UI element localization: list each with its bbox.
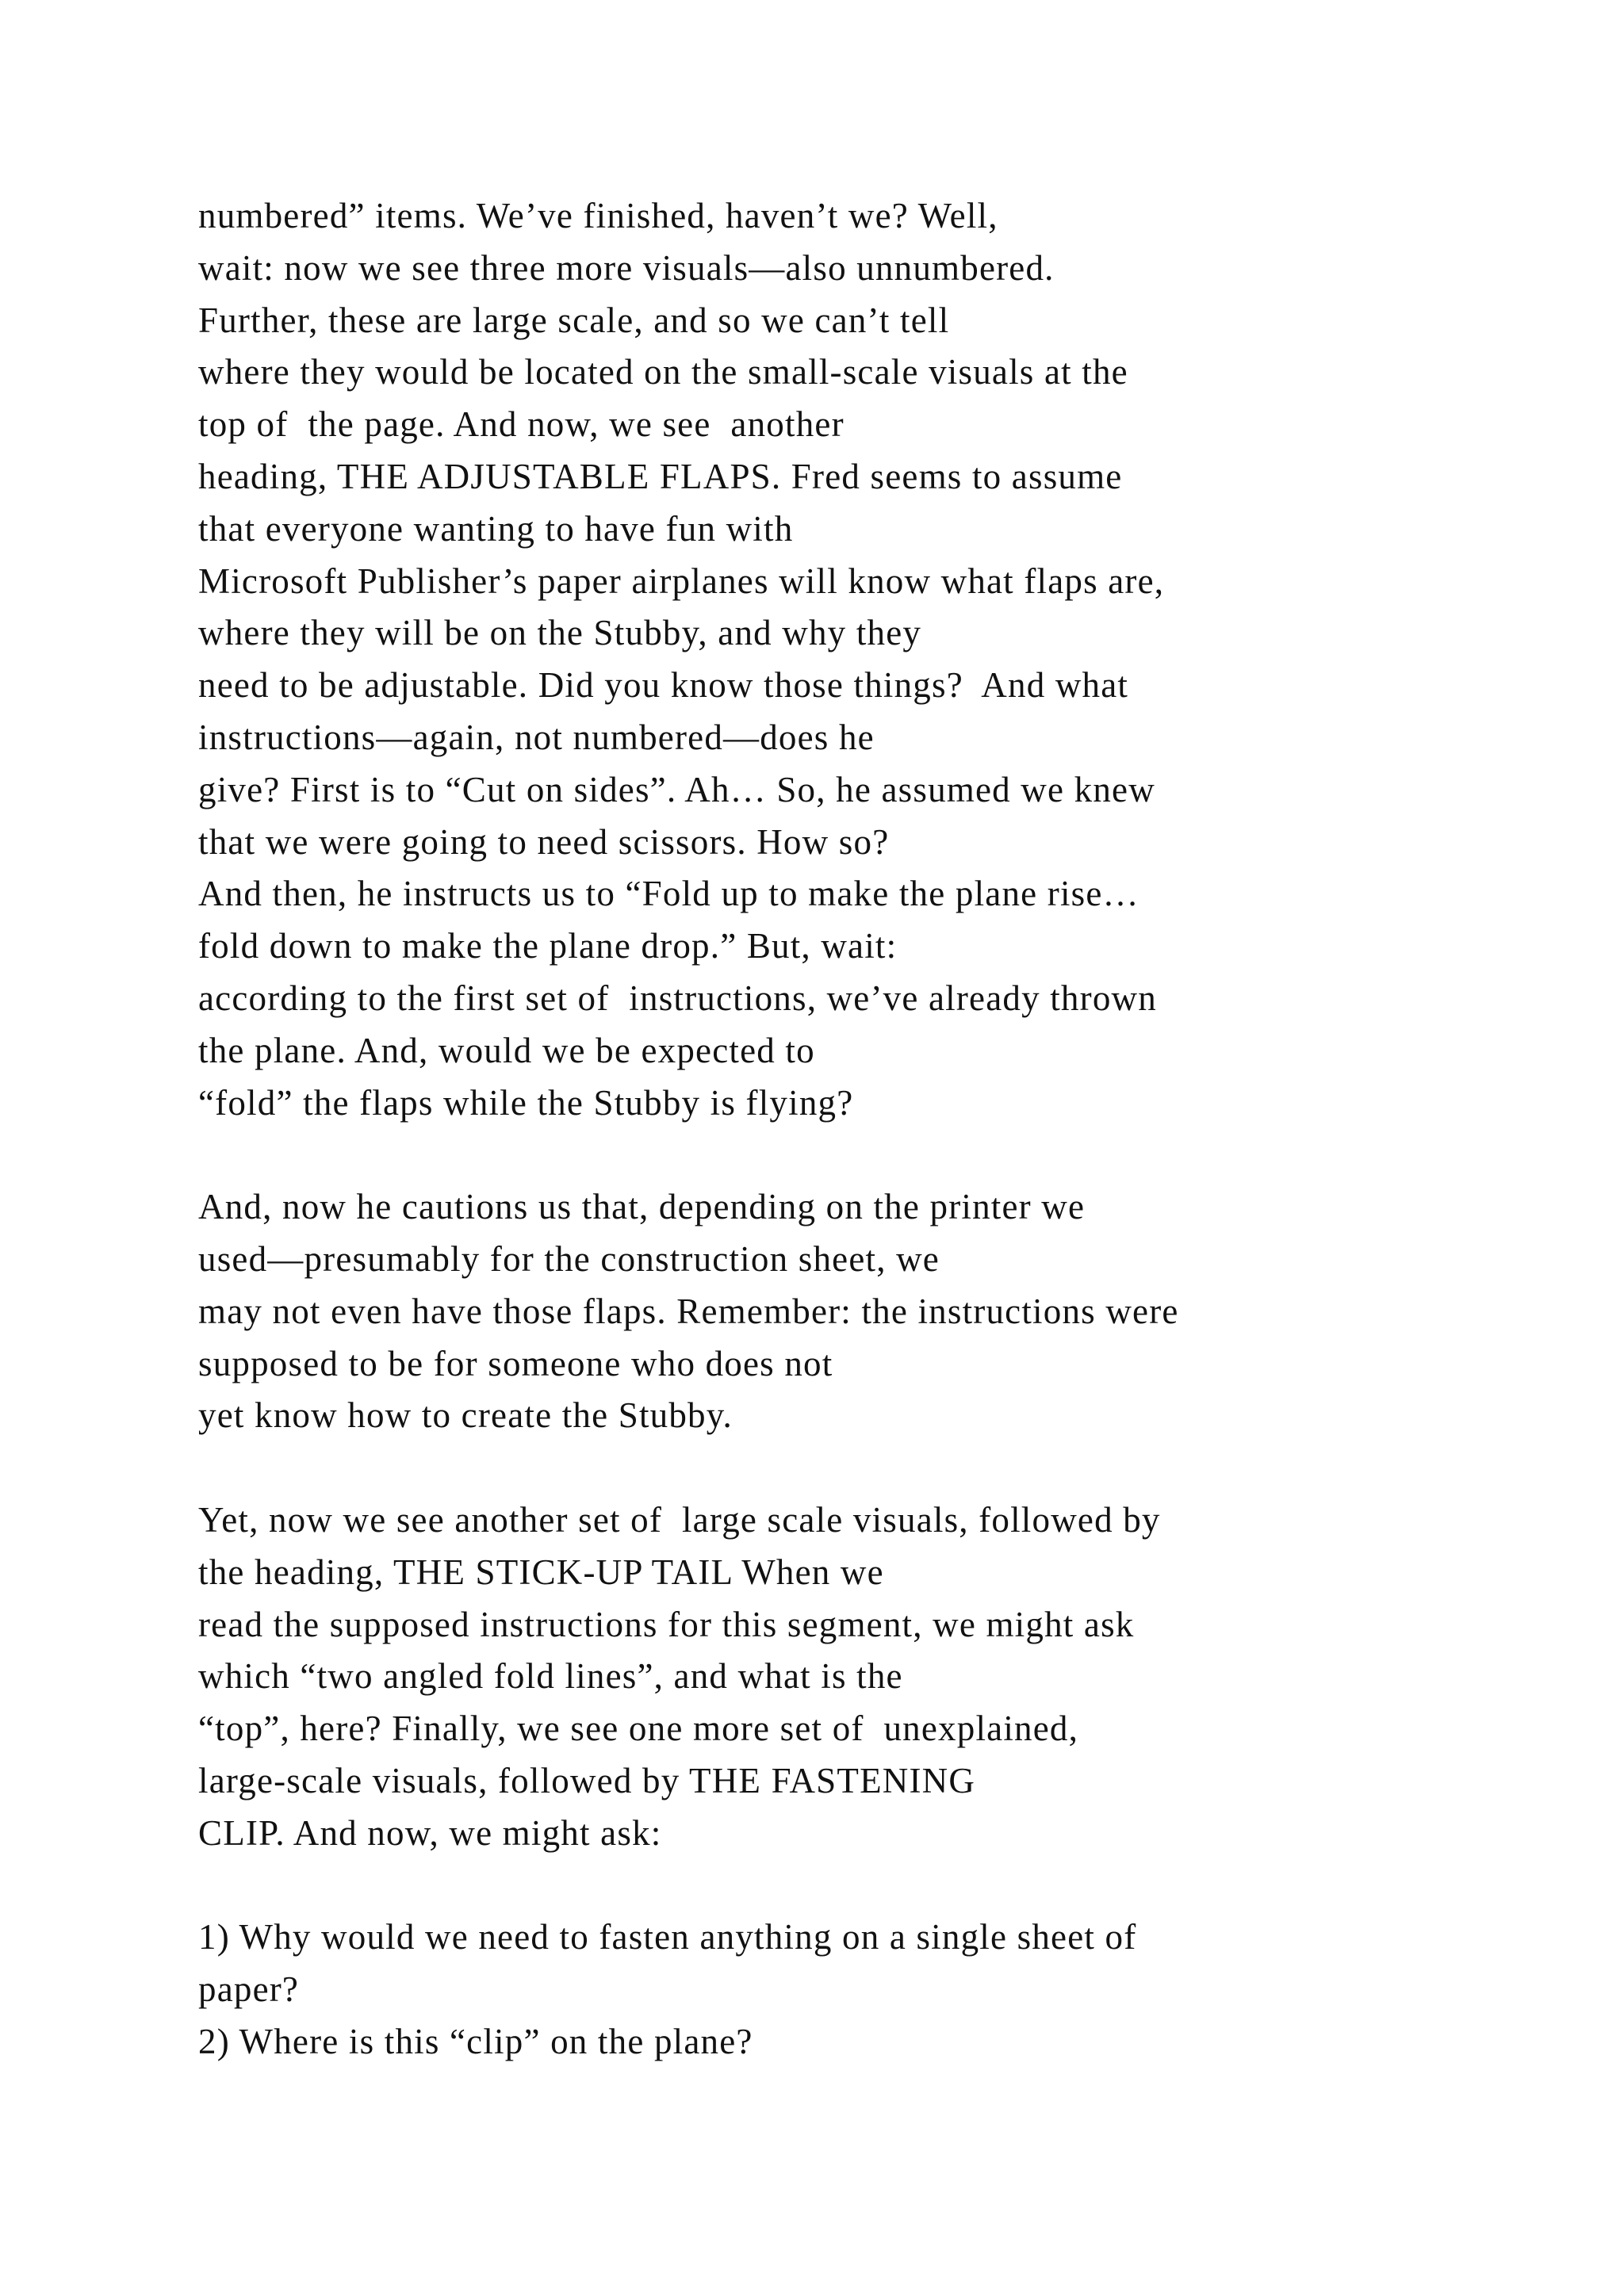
text-line: And, now he cautions us that, depending on the printer we xyxy=(198,1187,1086,1227)
paragraph-1 xyxy=(198,190,1546,1129)
paragraph-2 xyxy=(198,1181,1546,1442)
text-line: Further, these are large scale, and so we can’t tell xyxy=(198,300,950,340)
text-line: CLIP. And now, we might ask: xyxy=(198,1812,662,1853)
text-line: used—presumably for the construction sheet, we xyxy=(198,1238,940,1279)
text-line: And then, he instructs us to “Fold up to make the plane rise… xyxy=(198,874,1139,914)
text-line: according to the first set of instructions, we’ve already thrown xyxy=(198,978,1157,1018)
paragraph-gap xyxy=(198,1860,1546,1912)
text-line: top of the page. And now, we see another xyxy=(198,404,845,445)
text-line: supposed to be for someone who does not xyxy=(198,1343,833,1383)
text-line: need to be adjustable. Did you know those things? And what xyxy=(198,665,1129,706)
text-line: Yet, now we see another set of large scale visuals, followed by xyxy=(198,1499,1161,1540)
text-line: read the supposed instructions for this segment, we might ask xyxy=(198,1604,1135,1644)
document-body xyxy=(198,190,1546,2068)
text-line: the plane. And, would we be expected to xyxy=(198,1030,815,1070)
list-item: paper? xyxy=(198,1969,300,2010)
text-line: yet know how to create the Stubby. xyxy=(198,1395,733,1436)
text-line: large-scale visuals, followed by THE FASTENING xyxy=(198,1760,976,1800)
text-line: instructions—again, not numbered—does he xyxy=(198,717,875,757)
text-line: that we were going to need scissors. How so? xyxy=(198,821,890,862)
text-line: which “two angled fold lines”, and what is the xyxy=(198,1656,903,1697)
paragraph-gap xyxy=(198,1442,1546,1494)
paragraph-gap xyxy=(198,1129,1546,1181)
list-item: 1) Why would we need to fasten anything on a single sheet of xyxy=(198,1917,1137,1957)
text-line: may not even have those flaps. Remember: the instructions were xyxy=(198,1291,1179,1331)
text-line: where they would be located on the small-scale visuals at the xyxy=(198,352,1128,392)
text-line: give? First is to “Cut on sides”. Ah… So, he assumed we knew xyxy=(198,769,1155,809)
text-line: where they will be on the Stubby, and why they xyxy=(198,613,922,653)
text-line: wait: now we see three more visuals—also unnumbered. xyxy=(198,247,1055,288)
text-line: “fold” the flaps while the Stubby is flying? xyxy=(198,1082,854,1123)
text-line: numbered” items. We’ve finished, haven’t we? Well, xyxy=(198,196,998,235)
text-line: Microsoft Publisher’s paper airplanes will know what flaps are, xyxy=(198,561,1165,601)
text-line: heading, THE ADJUSTABLE FLAPS. Fred seems to assume xyxy=(198,456,1123,496)
text-line: fold down to make the plane drop.” But, wait: xyxy=(198,926,898,966)
text-line: that everyone wanting to have fun with xyxy=(198,508,794,549)
list-item: 2) Where is this “clip” on the plane? xyxy=(198,2021,753,2061)
text-line: the heading, THE STICK-UP TAIL When we xyxy=(198,1552,884,1592)
paragraph-4-question-list xyxy=(198,1911,1546,2068)
text-line: “top”, here? Finally, we see one more set of unexplained, xyxy=(198,1709,1079,1749)
paragraph-3 xyxy=(198,1494,1546,1860)
